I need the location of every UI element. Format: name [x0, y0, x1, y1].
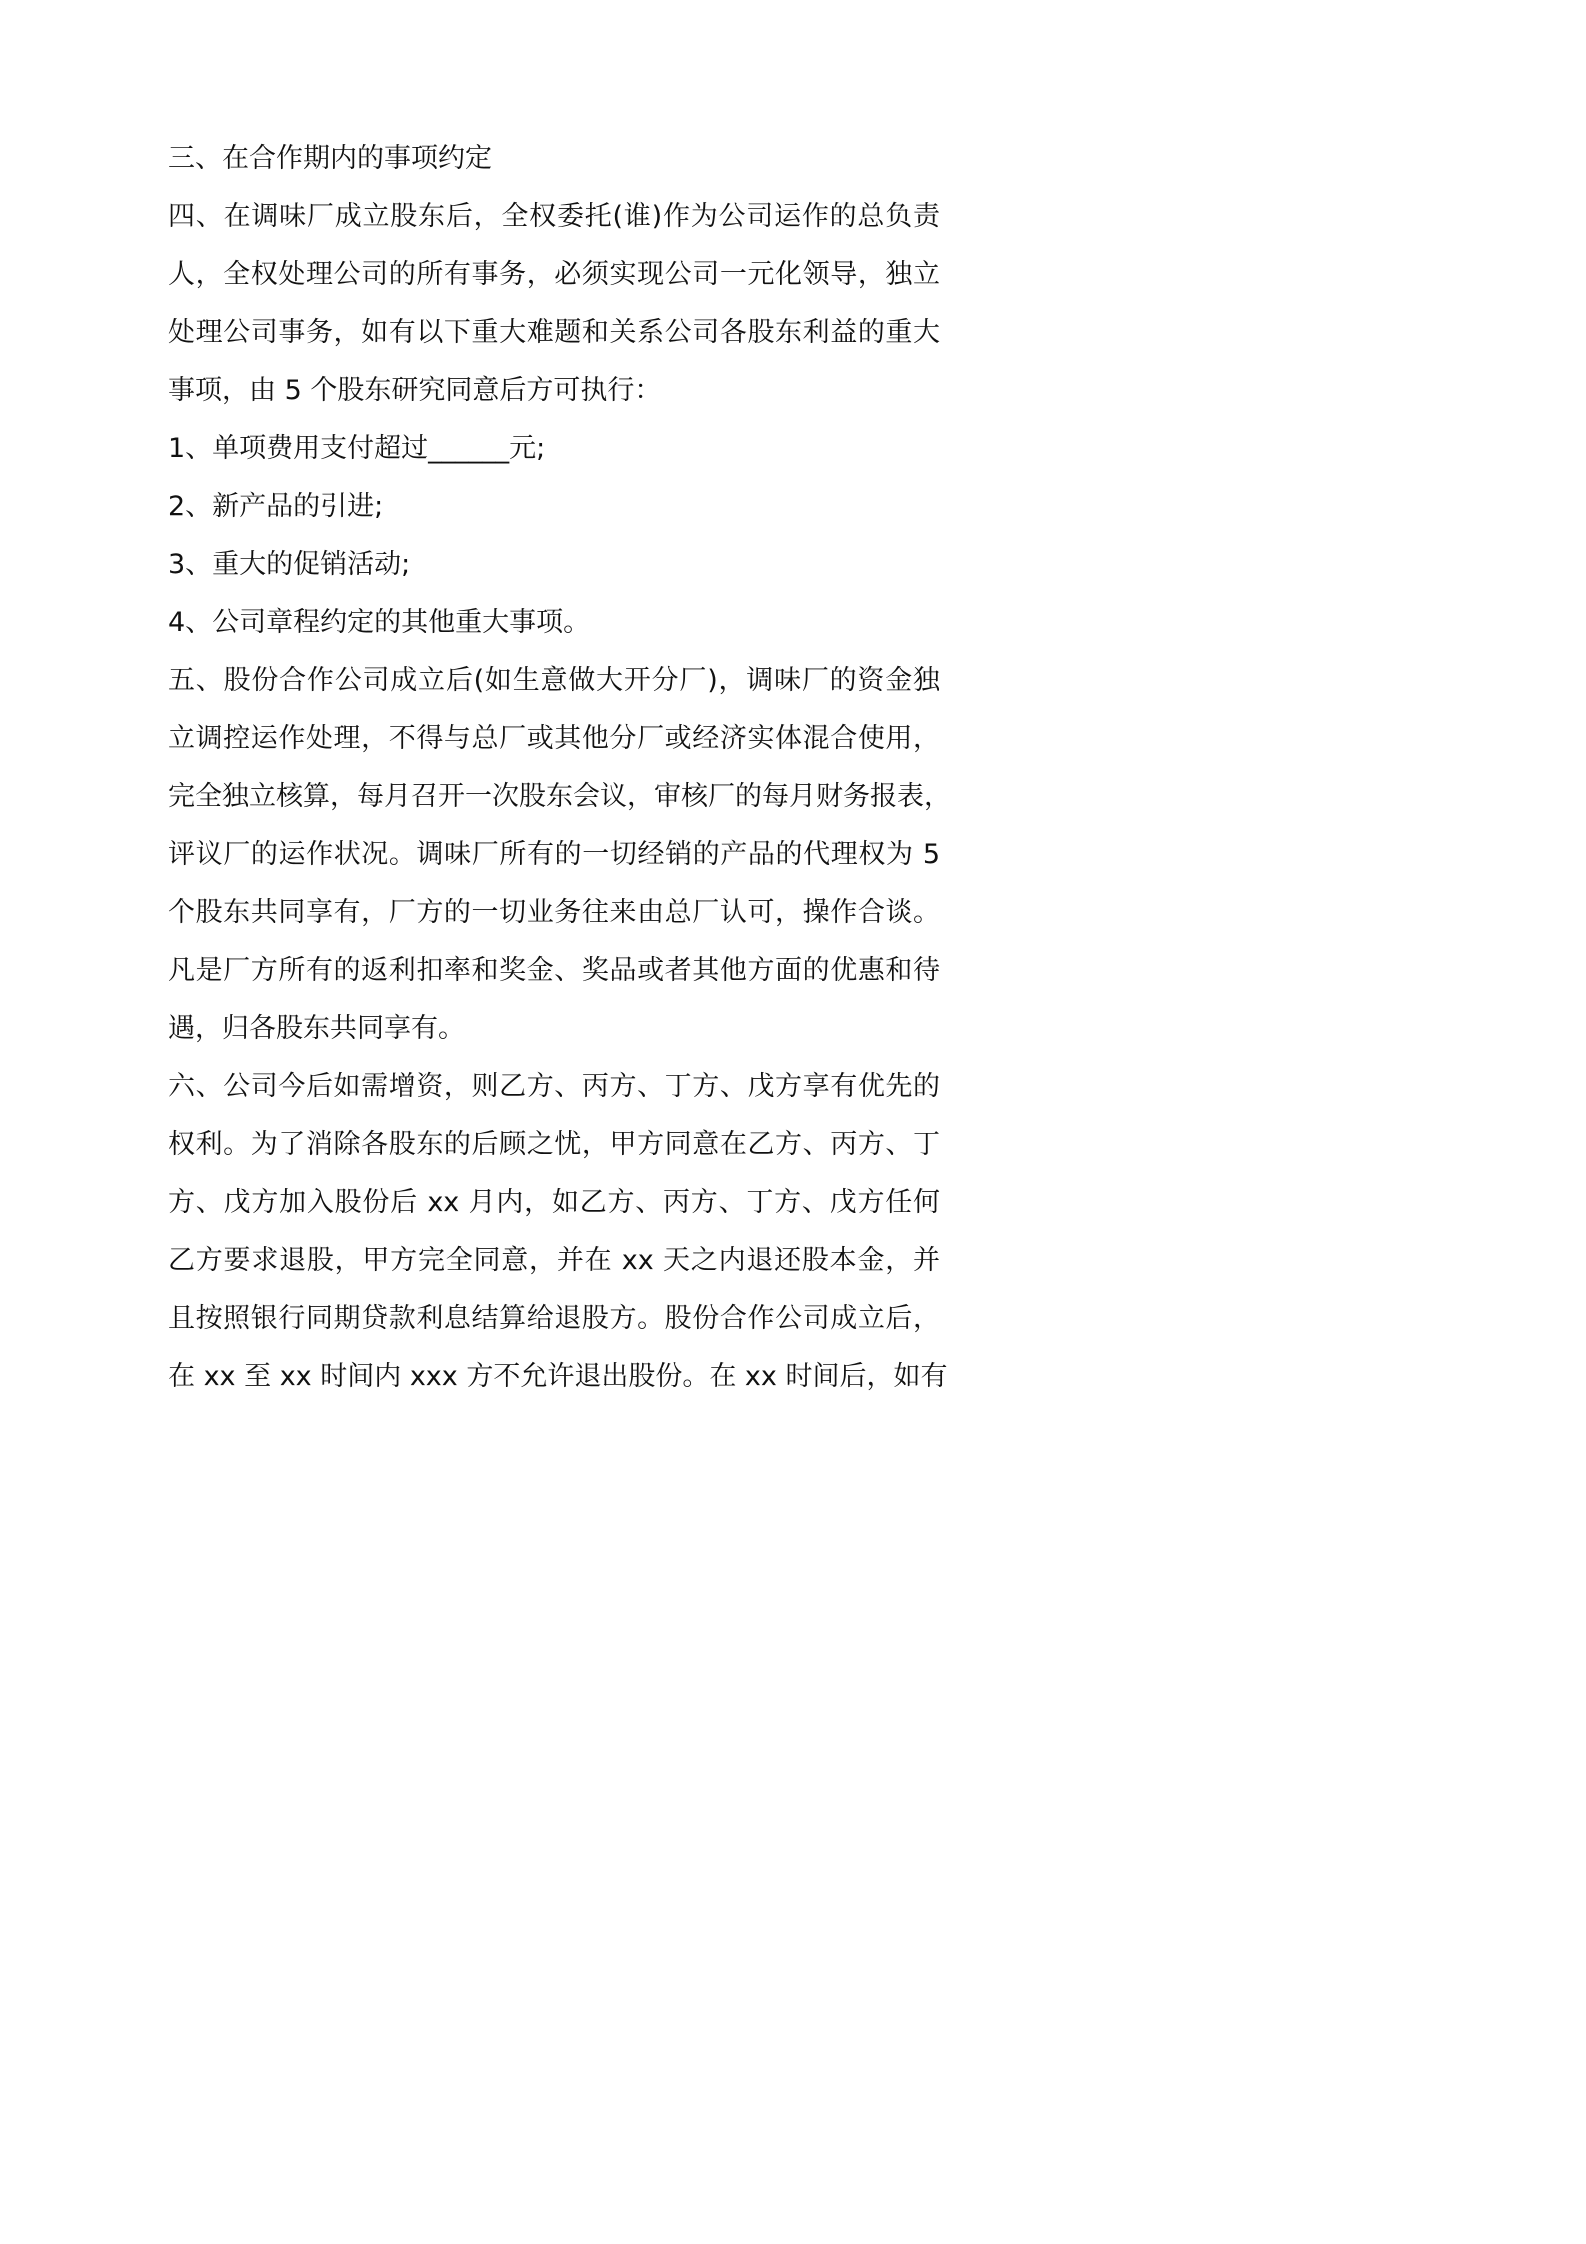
text-line: 六、公司今后如需增资，则乙方、丙方、丁方、戊方享有优先的	[168, 1071, 940, 1102]
text-line: 个股东共同享有，厂方的一切业务往来由总厂认可，操作合谈。	[168, 897, 940, 928]
text-line: 乙方要求退股，甲方完全同意，并在 xx 天之内退还股本金，并	[168, 1245, 940, 1276]
text-line: 五、股份合作公司成立后(如生意做大开分厂)，调味厂的资金独	[168, 665, 940, 696]
text-line: 人，全权处理公司的所有事务，必须实现公司一元化领导，独立	[168, 259, 940, 290]
text-line: 在 xx 至 xx 时间内 xxx 方不允许退出股份。在 xx 时间后，如有	[168, 1361, 948, 1392]
text-line: 四、在调味厂成立股东后，全权委托(谁)作为公司运作的总负责	[168, 201, 940, 232]
text-line: 权利。为了消除各股东的后顾之忧，甲方同意在乙方、丙方、丁	[168, 1129, 940, 1160]
text-line: 遇，归各股东共同享有。	[168, 1013, 465, 1044]
text-line: 评议厂的运作状况。调味厂所有的一切经销的产品的代理权为 5	[168, 839, 940, 870]
text-line: 三、在合作期内的事项约定	[168, 143, 492, 174]
text-line: 3、重大的促销活动;	[168, 549, 411, 580]
text-line: 处理公司事务，如有以下重大难题和关系公司各股东利益的重大	[168, 317, 940, 348]
text-line: 4、公司章程约定的其他重大事项。	[168, 607, 591, 638]
text-line: 凡是厂方所有的返利扣率和奖金、奖品或者其他方面的优惠和待	[168, 955, 940, 986]
document-page	[0, 0, 1102, 1559]
document-body	[168, 130, 951, 1406]
text-line: 2、新产品的引进;	[168, 491, 384, 522]
text-line: 完全独立核算，每月召开一次股东会议，审核厂的每月财务报表，	[168, 781, 951, 812]
text-line: 1、单项费用支付超过______元;	[168, 433, 546, 464]
text-line: 且按照银行同期贷款利息结算给退股方。股份合作公司成立后，	[168, 1303, 940, 1334]
text-line: 立调控运作处理，不得与总厂或其他分厂或经济实体混合使用，	[168, 723, 940, 754]
text-line: 事项，由 5 个股东研究同意后方可执行：	[168, 375, 662, 406]
text-line: 方、戊方加入股份后 xx 月内，如乙方、丙方、丁方、戊方任何	[168, 1187, 940, 1218]
